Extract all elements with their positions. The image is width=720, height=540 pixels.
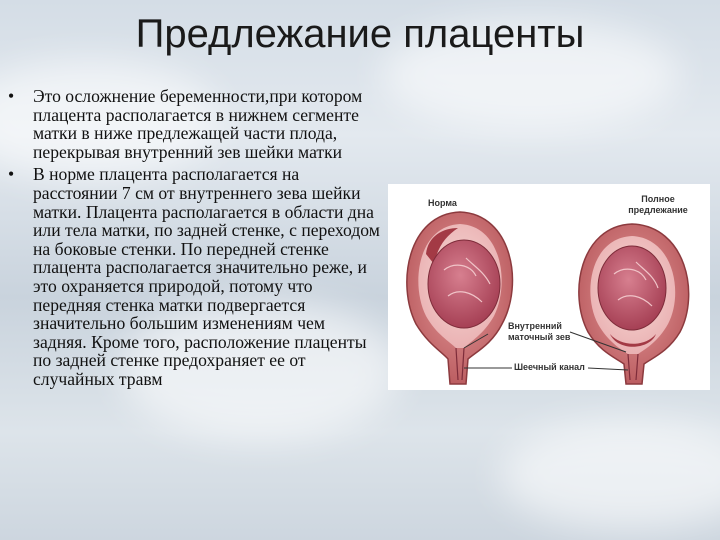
pointer-canal (588, 368, 628, 370)
label-os-line1: Внутренний (508, 321, 562, 331)
bullet-list (8, 87, 380, 393)
bullet-text: Это осложнение беременности,при котором плацента располагается в нижнем сегменте матки в ниже предлежащей части плода, перекрывая внутренний зев шейки матки (33, 86, 363, 162)
uterus-illustration (388, 184, 710, 390)
bullet-text: В норме плацента располагается на расстоянии 7 см от внутреннего зева шейки матки. Плацента располагается в области дна или тела матки, по задней стенке, с переходом на боковые стенки. По передней стенке плацента располагается значительно реже, и это охраняется природой, потому что передняя стенка матки подвергается значительно большим изменениям чем задняя. Кроме того, расположение плаценты по задней стенке предохраняет ее от случайных травм (33, 164, 380, 389)
bullet-item (8, 87, 380, 161)
uterus-previa (579, 224, 689, 384)
label-full-line2: предлежание (628, 205, 688, 215)
bullet-item (8, 165, 380, 388)
bullet-marker: • (8, 86, 15, 106)
label-os-line2: маточный зев (508, 332, 571, 342)
label-full-line1: Полное (641, 194, 675, 204)
label-canal: Шеечный канал (514, 362, 585, 372)
slide-title: Предлежание плаценты (135, 12, 585, 56)
placenta-diagram (388, 184, 710, 390)
bullet-marker: • (8, 164, 15, 185)
label-normal: Норма (428, 198, 457, 208)
uterus-normal (407, 212, 513, 384)
